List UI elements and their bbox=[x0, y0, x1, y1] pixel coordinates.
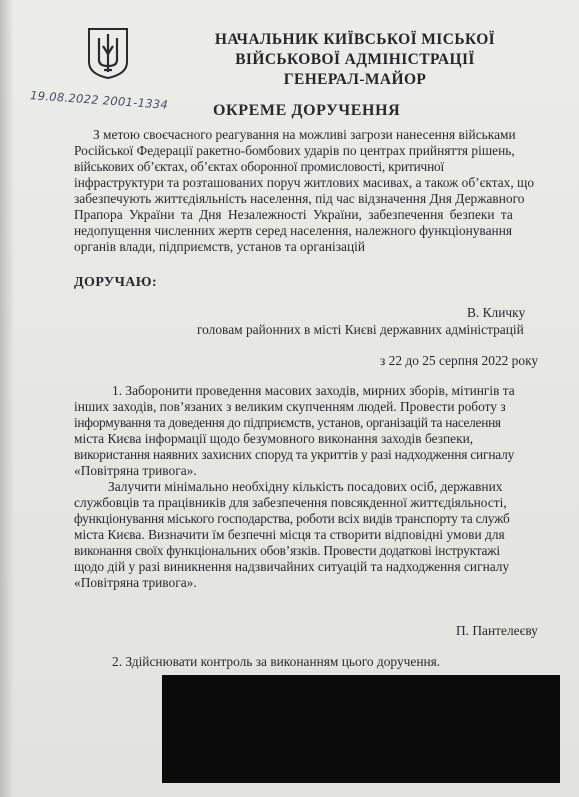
intro-line: недопущення численних жертв серед населення, належного функціонування bbox=[74, 223, 513, 238]
item1b-line: службовців та працівників для забезпечення повсякденної життєдіяльності, bbox=[74, 495, 507, 510]
instructs-heading: ДОРУЧАЮ: bbox=[74, 275, 158, 290]
intro-line: Російської Федерації ракетно-бомбових ударів по центрах прийняття рішень, bbox=[74, 143, 515, 158]
document-header bbox=[190, 30, 520, 90]
header-line-2: ВІЙСЬКОВОЇ АДМІНІСТРАЦІЇ bbox=[235, 51, 475, 68]
item1b-line: Залучити мінімально необхідну кількість посадових осіб, державних bbox=[108, 479, 503, 494]
registration-handwritten-note: 19.08.2022 2001-1334 bbox=[29, 88, 169, 112]
intro-line: інфраструктури та розташованих поруч житлових масивах, а також об’єктах, що bbox=[74, 175, 535, 190]
addressee-name: В. Кличку bbox=[467, 305, 526, 320]
item1b-line: щодо дій у разі виникнення надзвичайних ситуацій та надходження сигналу bbox=[74, 559, 510, 574]
document-title: ОКРЕМЕ ДОРУЧЕННЯ bbox=[213, 102, 401, 119]
intro-line: Прапора України та Дня Незалежності України, забезпечення безпеки та bbox=[74, 207, 513, 222]
item1b-line: виконання своїх функціональних обов’язків. Провести додаткові інструктажі bbox=[74, 543, 500, 558]
addressee-rest: головам районних в місті Києві державних адміністрацій bbox=[197, 322, 524, 337]
item1-line: 1. Заборонити проведення масових заходів, мирних зборів, мітингів та bbox=[112, 383, 515, 398]
redaction-block bbox=[162, 675, 560, 783]
item1b-line: функціонування міського господарства, роботи всіх видів транспорту та служб bbox=[74, 511, 510, 526]
assignee-name: П. Пантелеєву bbox=[456, 623, 538, 638]
header-line-1: НАЧАЛЬНИК КИЇВСЬКОЇ МІСЬКОЇ bbox=[214, 31, 496, 48]
period-text: з 22 до 25 серпня 2022 року bbox=[380, 353, 539, 368]
item1-line: інших заходів, пов’язаних з великим скупченням людей. Провести роботу з bbox=[74, 399, 506, 414]
item2-text: 2. Здійснювати контроль за виконанням цього доручення. bbox=[112, 654, 441, 669]
trident-emblem-icon bbox=[86, 26, 130, 80]
item1b-line: міста Києва. Визначити їм безпечні місця та створити відповідні умови для bbox=[74, 527, 505, 542]
intro-line: З метою своєчасного реагування на можливі загрози нанесення військами bbox=[93, 127, 516, 142]
page-shadow bbox=[0, 0, 14, 797]
item1-line: «Повітряна тривога». bbox=[74, 463, 197, 478]
intro-line: забезпечують життєдіяльність населення, під час відзначення Дня Державного bbox=[74, 191, 525, 206]
item1-line: використання наявних захисних споруд та укриттів у разі надходження сигналу bbox=[74, 447, 515, 462]
item1-line: інформування та доведення до підприємств, установ, організацій та населення bbox=[74, 415, 501, 430]
item1-line: міста Києва інформації щодо безумовного виконання заходів безпеки, bbox=[74, 431, 474, 446]
intro-line: військових об’єктах, об’єктах оборонної промисловості, критичної bbox=[74, 159, 445, 174]
item1b-line: «Повітряна тривога». bbox=[74, 575, 197, 590]
header-line-3: ГЕНЕРАЛ-МАЙОР bbox=[283, 71, 427, 88]
intro-line: органів влади, підприємств, установ та організацій bbox=[74, 239, 366, 254]
